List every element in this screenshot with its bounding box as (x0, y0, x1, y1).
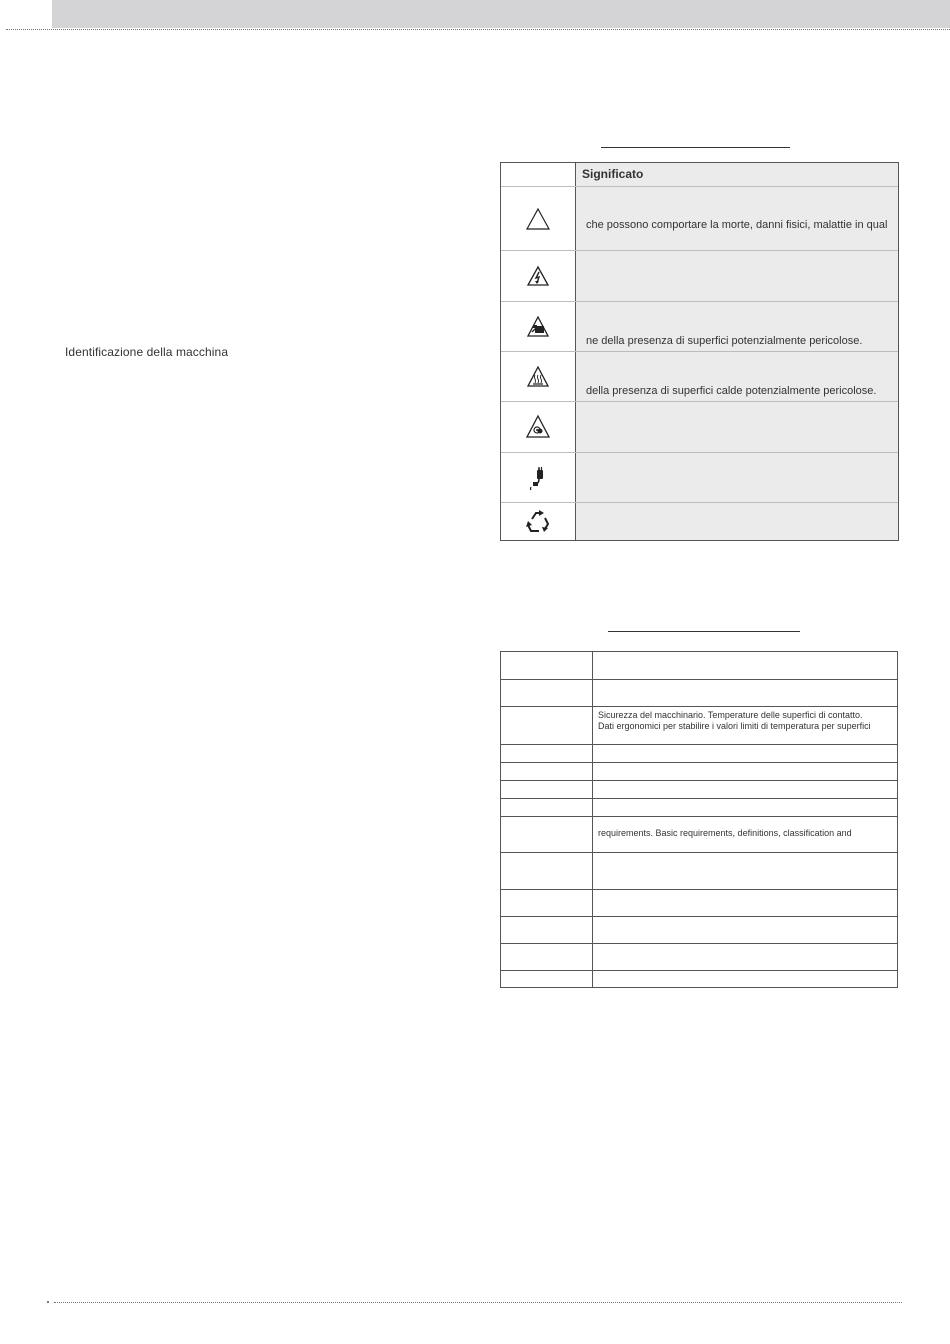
standard-code (501, 917, 593, 943)
hot-surface-icon (526, 365, 550, 389)
standard-code (501, 799, 593, 816)
standard-row (501, 943, 897, 970)
symbol-meaning: ne della presenza di superfici potenzialmente pericolose. (586, 335, 863, 347)
symbols-table-title-underline (601, 147, 790, 148)
standard-description (598, 890, 891, 916)
standard-code (501, 763, 593, 780)
standard-row (501, 762, 897, 780)
symbol-column-header (501, 163, 576, 186)
standards-table-title-underline (608, 631, 800, 632)
standard-code (501, 781, 593, 798)
standard-description (598, 781, 891, 798)
standard-code (501, 817, 593, 852)
standard-row (501, 916, 897, 943)
header-bar (52, 0, 950, 28)
standard-code (501, 971, 593, 987)
standard-description: requirements. Basic requirements, definitions, classification and (598, 828, 852, 838)
recycle-icon (524, 509, 552, 535)
standard-description (598, 971, 891, 987)
footer-dot (47, 1301, 49, 1303)
top-dotted-rule (6, 29, 950, 30)
standard-description (598, 652, 891, 679)
standard-row (501, 798, 897, 816)
standard-code (501, 707, 593, 744)
crushing-hazard-icon (526, 315, 550, 339)
electric-hazard-icon (526, 265, 550, 287)
standard-description (598, 853, 891, 889)
rotating-parts-icon (525, 414, 551, 440)
standard-row (501, 852, 897, 889)
symbols-table-header (501, 163, 898, 186)
standard-row (501, 970, 897, 987)
symbol-row (501, 301, 898, 351)
standard-description-line: Dati ergonomici per stabilire i valori limiti di temperatura per superfici (598, 721, 871, 731)
standard-description (598, 745, 891, 762)
standard-row (501, 816, 897, 852)
symbol-meaning: che possono comportare la morte, danni fisici, malattie in qual (586, 219, 888, 231)
bottom-dotted-rule (54, 1302, 902, 1303)
standard-description (598, 680, 891, 706)
standard-row (501, 889, 897, 916)
standard-row (501, 780, 897, 798)
meaning-column-header: Significato (582, 167, 644, 181)
symbol-meaning: della presenza di superfici calde potenzialmente pericolose. (586, 385, 877, 397)
standard-row (501, 744, 897, 762)
standard-row (501, 652, 897, 679)
standard-code (501, 890, 593, 916)
standards-table (500, 651, 898, 988)
standard-row (501, 679, 897, 706)
standard-description (598, 917, 891, 943)
standard-code (501, 853, 593, 889)
symbol-row (501, 351, 898, 401)
symbol-row (501, 186, 898, 250)
standard-row (501, 706, 897, 744)
standard-code (501, 745, 593, 762)
symbol-row (501, 250, 898, 301)
warning-triangle-icon (525, 207, 551, 231)
symbol-row (501, 452, 898, 502)
standard-description (598, 763, 891, 780)
standard-code (501, 652, 593, 679)
standard-description (598, 944, 891, 970)
standard-code (501, 680, 593, 706)
symbol-row (501, 502, 898, 540)
symbol-row (501, 401, 898, 452)
standard-description (598, 799, 891, 816)
disconnect-plug-icon (527, 465, 549, 491)
standard-description (598, 707, 891, 744)
standard-code (501, 944, 593, 970)
symbols-table (500, 162, 899, 541)
standard-description-line: Sicurezza del macchinario. Temperature delle superfici di contatto. (598, 710, 863, 720)
machine-identification-heading: Identificazione della macchina (65, 345, 229, 359)
